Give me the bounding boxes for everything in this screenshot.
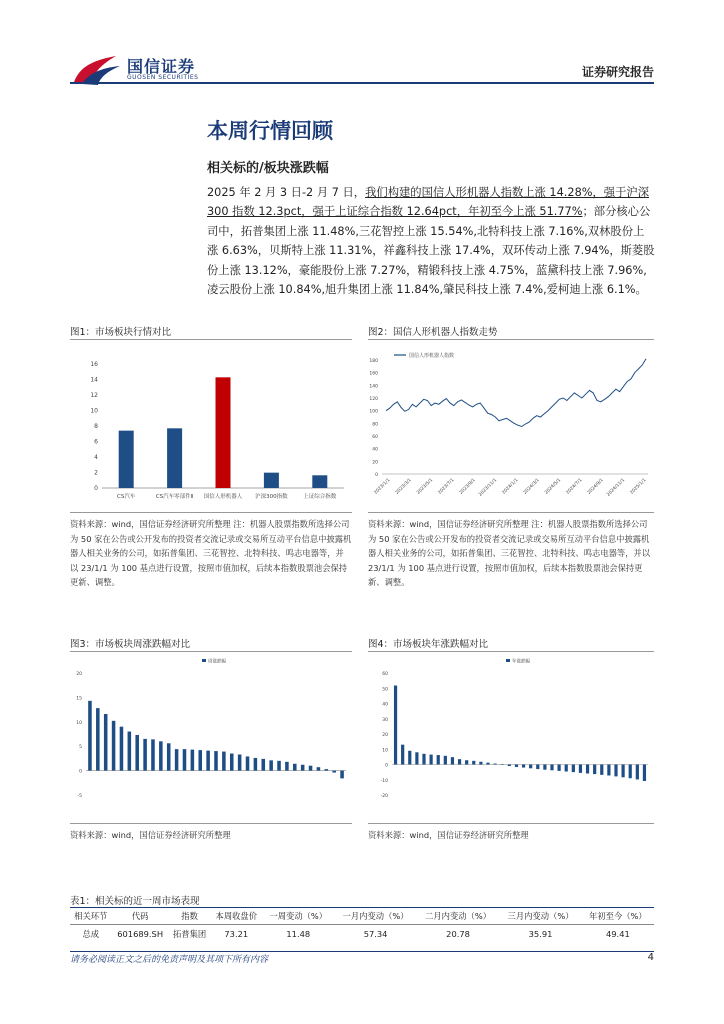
header-divider [70,82,654,84]
table-header-cell: 三月内变动（%） [499,908,581,925]
bar [415,752,418,764]
bar [285,762,289,771]
y-tick-label: 14 [90,376,98,384]
logo-chinese-name: 国信证券 [127,57,196,76]
y-tick-label: 60 [372,435,378,440]
table-cell: 11.48 [286,929,311,939]
x-tick-label: 上证综合指数 [303,494,337,500]
bar [458,759,461,764]
y-tick-label: 10 [90,407,98,415]
legend-swatch [202,659,206,662]
report-type-label: 证券研究报告 [581,65,654,79]
page-number: 4 [647,952,654,963]
legend-label: 周涨跌幅 [208,659,226,665]
bar [643,765,646,781]
fig3-title: 图3：市场板块周涨跌幅对比 [70,639,191,650]
bar [167,428,182,488]
bar [175,749,179,770]
bar [437,755,440,764]
summary-paragraph [207,183,655,299]
legend-swatch [506,659,510,662]
fig4-bottom-rule [368,823,654,824]
para-lead: 2025 年 2 月 3 日-2 月 7 日， [207,186,366,199]
fig1-title: 图1：市场板块行情对比 [70,327,172,338]
fig3-bar-chart [70,655,352,822]
x-tick-label: 2024/9/1 [586,477,605,496]
fig1-bar-chart [70,346,352,510]
bar [120,727,124,771]
y-tick-label: 160 [369,371,378,377]
x-tick-label: CS汽车零部件Ⅱ [155,494,194,500]
x-tick-label: 2025/1/1 [629,477,648,496]
y-tick-label: 10 [382,748,388,754]
bar [293,764,297,771]
fig4-bar-chart [368,655,654,822]
x-tick-label: 2023/5/1 [416,477,435,496]
bar [536,765,539,770]
y-tick-label: 20 [372,460,378,466]
bar [88,701,92,771]
x-tick-label: 2023/1/1 [373,477,392,496]
fig2-bottom-rule [368,512,654,513]
performance-table [70,907,654,943]
bar [479,762,482,765]
y-tick-label: -10 [380,778,388,784]
bar [586,765,589,774]
fig2-line-chart [368,346,654,510]
bar [230,754,234,771]
para-highlight: 我们构建的国信人形机器人指数上涨 14.28%，强于沪深 300 指数 12.3pct，强于上证综合指数 12.64pct，年初至今上涨 51.77% [207,186,649,219]
bar [629,765,632,779]
bar [451,757,454,764]
y-tick-label: 5 [79,745,82,751]
y-tick-label: 0 [79,769,82,775]
y-tick-label: 120 [369,397,378,402]
bar [269,760,273,770]
table-cell: 601689.SH [117,929,164,939]
table-cell: 总成 [82,929,100,939]
table-cell: 73.21 [224,929,249,939]
bar [622,765,625,778]
y-tick-label: 40 [382,702,388,708]
bar [607,765,610,776]
bar [515,765,518,767]
bar [167,743,171,770]
table-cell: 57.34 [363,929,388,939]
bar [183,749,187,770]
table-header-cell: 一月内变动（%） [334,908,416,925]
x-tick-label: 2024/11/1 [606,477,627,498]
bar [143,739,147,771]
y-tick-label: 180 [369,359,378,364]
bar [317,767,321,770]
x-tick-label: 沪深300指数 [255,494,288,500]
fig4-title: 图4：市场板块年涨跌幅对比 [368,639,489,650]
fig1-source-note: 资料来源：wind，国信证券经济研究所整理 注：机器人股票指数所选择公司为 50 家在公告或公开发布的投资者交流记录或交易所互动平台信息中披露机器人相关业务的公司，如拓普集团、三花智控、北特科技、鸣志电器等，并以 23/1/1 为 100 基点进行设置，按照市值加权，后续本指数股票池会保持更新、调整。 [70,519,352,587]
index-series-line [386,359,646,427]
legend-label: 年涨跌幅 [512,659,530,665]
table-header-cell: 二月内变动（%） [417,908,499,925]
bar [508,765,511,767]
bar [600,765,603,775]
y-tick-label: 10 [76,720,82,726]
y-tick-label: 20 [382,733,388,738]
bar [394,686,397,765]
table-header-cell: 一周变动（%） [262,908,334,925]
bar [550,765,553,771]
bar [222,752,226,771]
bar [430,755,433,765]
bar [543,765,546,770]
bar [572,765,575,773]
bar [565,765,568,772]
bar [301,765,305,771]
x-tick-label: 国信人形机器人 [203,494,243,500]
bar [636,765,639,780]
y-tick-label: 6 [94,438,98,446]
y-tick-label: 60 [382,672,388,677]
bar [277,761,281,771]
bar [191,750,195,771]
guosen-logo-icon [72,52,122,86]
y-tick-label: 15 [76,696,82,702]
table-header-cell: 年初至今（%） [582,908,654,925]
fig1-bottom-rule [70,512,352,513]
fig2-title: 图2：国信人形机器人指数走势 [368,327,498,338]
section-subtitle: 相关标的/板块涨跌幅 [207,161,329,176]
y-tick-label: 30 [382,717,388,723]
bar [312,475,327,488]
x-tick-label: 2023/9/1 [458,477,477,496]
x-tick-label: CS汽车 [117,494,136,500]
bar [472,761,475,765]
bar [206,751,210,771]
bar [593,765,596,775]
table-header-cell: 相关环节 [70,908,112,925]
x-tick-label: 2024/5/1 [544,477,563,496]
table-title: 表1：相关标的近一周市场表现 [70,896,200,907]
bar [112,721,116,771]
bar [465,760,468,764]
bar [119,431,134,488]
bar [325,769,329,770]
bar [558,765,561,771]
y-tick-label: 140 [369,384,378,390]
bar [486,763,489,765]
logo-english-name: GUOSEN SECURITIES [127,74,199,81]
bar [579,765,582,773]
bar [104,714,108,771]
x-tick-label: 2024/1/1 [501,477,520,496]
bar [214,751,218,771]
fig2-source-note: 资料来源：wind，国信证券经济研究所整理 注：机器人股票指数所选择公司为 50 家在公告或公开发布的投资者交流记录或交易所互动平台信息中披露机器人相关业务的公司，如拓普集团、三花智控、北特科技、鸣志电器等，并以 23/1/1 为 100 基点进行设置，按照市值加权，后续本指数股票池会保持更新、调整。 [368,519,651,587]
y-tick-label: 20 [76,672,82,677]
bar [408,751,411,765]
fig3-bottom-rule [70,823,352,824]
table-header-cell: 指数 [169,908,211,925]
x-tick-label: 2024/7/1 [565,477,584,496]
bar [198,750,202,770]
bar [264,473,279,488]
table-header-cell: 本周收盘价 [210,908,262,925]
bar [501,764,504,765]
table-cell: 49.41 [606,929,630,939]
bar [128,732,132,771]
bar [444,756,447,765]
section-title: 本周行情回顾 [207,119,333,143]
y-tick-label: 16 [90,361,98,368]
bar [246,756,250,770]
bar [422,754,425,765]
bar [332,771,336,773]
x-tick-label: 2023/3/1 [394,477,413,496]
y-tick-label: 100 [369,409,378,415]
bar [151,739,155,770]
bar [614,765,617,777]
bar [340,771,344,779]
bar [135,735,139,771]
bar [529,765,532,769]
fig4-source-note: 资料来源：wind，国信证券经济研究所整理 [368,830,529,840]
table-cell: 20.78 [446,929,470,939]
bar [96,708,100,770]
bar [262,759,266,771]
fig4-rule [368,651,654,652]
bar [159,741,163,770]
fig2-rule [368,339,654,340]
y-tick-label: -20 [380,794,388,799]
y-tick-label: 4 [94,454,98,461]
y-tick-label: 0 [375,473,378,478]
y-tick-label: 2 [94,469,98,477]
footer-disclaimer: 请务必阅读正文之后的免责声明及其项下所有内容 [70,955,269,965]
y-tick-label: 8 [94,423,98,430]
y-tick-label: 40 [372,447,378,453]
bar [309,766,313,771]
para-rest: ；部分核心公司中，拓普集团上涨 11.48%,三花智控上涨 15.54%,北特科技上涨 7.16%,双林股份上涨 6.63%，贝斯特上涨 11.31%，祥鑫科技上涨 17.4%，双环传动上涨 7.94%，斯菱股份上涨 13.12%，豪能股份上涨 7.27%，精锻科技上涨 4.75%，蓝黛科技上涨 7.96%,凌云股份上涨 10.84%,旭升集团上涨 11.84%,肇民科技上涨 7.4%,爱柯迪上涨 6.1%。 [207,205,655,297]
y-tick-label: 50 [382,687,388,693]
bar [254,758,258,771]
legend-label: 国信人形机器人指数 [409,353,455,359]
y-tick-label: 80 [372,422,378,428]
bar [238,754,242,770]
fig3-rule [70,651,352,652]
bar [522,765,525,768]
y-tick-label: -5 [77,794,82,799]
table-cell: 拓普集团 [172,929,207,939]
bar [494,764,497,765]
y-tick-label: 0 [94,485,98,492]
table-header-row [70,908,654,925]
bar [216,377,231,488]
fig3-source-note: 资料来源：wind，国信证券经济研究所整理 [70,830,231,840]
table-header-cell: 代码 [112,908,169,925]
x-tick-label: 2023/11/1 [478,477,499,498]
bar [401,745,404,765]
x-tick-label: 2023/7/1 [437,477,456,496]
table-row [70,925,654,944]
fig1-rule [70,339,352,340]
y-tick-label: 0 [385,763,388,769]
x-tick-label: 2024/3/1 [522,477,541,496]
y-tick-label: 12 [90,392,98,399]
table-cell: 35.91 [528,929,553,939]
